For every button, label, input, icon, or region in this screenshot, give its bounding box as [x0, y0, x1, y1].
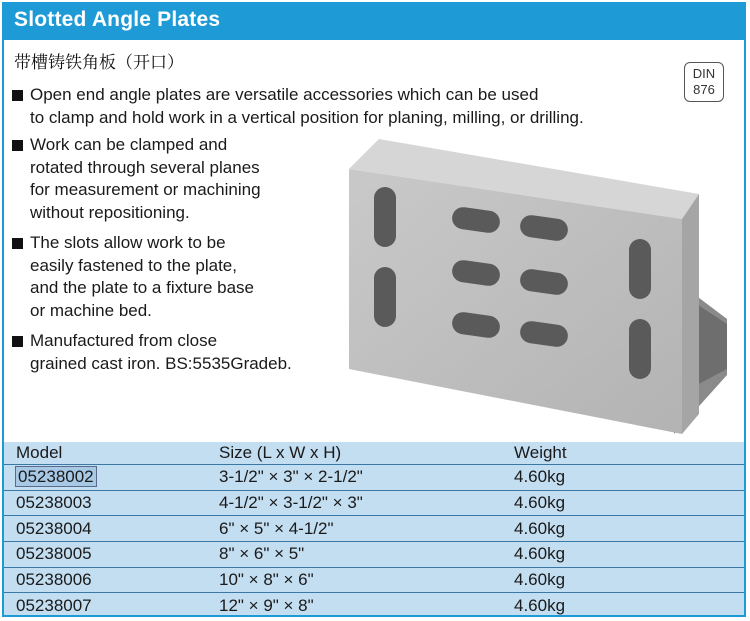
- model-cell: 05238004: [4, 516, 219, 542]
- product-card: [2, 2, 746, 617]
- feature-line: grained cast iron. BS:5535Gradeb.: [30, 353, 292, 373]
- angle-plate-image: [344, 139, 739, 434]
- model-cell: 05238006: [4, 567, 219, 593]
- page-title: Slotted Angle Plates: [14, 8, 221, 31]
- weight-cell: 4.60kg: [514, 542, 744, 568]
- din-badge-line2: 876: [693, 82, 715, 97]
- din-badge: [684, 62, 724, 102]
- weight-cell: 4.60kg: [514, 567, 744, 593]
- col-header-size: Size (L x W x H): [219, 442, 514, 465]
- size-cell: 10" × 8" × 6": [219, 567, 514, 593]
- col-header-weight: Weight: [514, 442, 744, 465]
- feature-line: or machine bed.: [30, 300, 152, 320]
- feature-line: for measurement or machining: [30, 180, 261, 199]
- plate-right-edge: [682, 194, 699, 434]
- table-row: [4, 516, 744, 542]
- table-header-row: [4, 442, 744, 465]
- feature-line: Open end angle plates are versatile accessories which can be used: [30, 85, 539, 104]
- weight-cell: 4.60kg: [514, 490, 744, 516]
- table-row: [4, 567, 744, 593]
- din-badge-line1: DIN: [692, 66, 716, 81]
- feature-item: [12, 84, 584, 129]
- model-cell: [4, 465, 219, 491]
- size-cell: 4-1/2" × 3-1/2" × 3": [219, 490, 514, 516]
- chinese-subtitle: 带槽铸铁角板（开口）: [14, 53, 184, 72]
- weight-cell: 4.60kg: [514, 593, 744, 617]
- weight-cell: 4.60kg: [514, 465, 744, 491]
- feature-line: to clamp and hold work in a vertical position for planing, milling, or drilling.: [30, 107, 584, 127]
- feature-item: [12, 232, 254, 322]
- size-cell: 12" × 9" × 8": [219, 593, 514, 617]
- feature-line: rotated through several planes: [30, 157, 260, 177]
- col-header-model: Model: [4, 442, 219, 465]
- feature-item: [12, 330, 292, 375]
- feature-line: without repositioning.: [30, 202, 190, 222]
- model-cell: 05238003: [4, 490, 219, 516]
- feature-item: [12, 134, 261, 224]
- weight-cell: 4.60kg: [514, 516, 744, 542]
- size-cell: 6" × 5" × 4-1/2": [219, 516, 514, 542]
- feature-line: Manufactured from close: [30, 331, 218, 350]
- feature-line: and the plate to a fixture base: [30, 278, 254, 297]
- table-row: [4, 465, 744, 491]
- size-cell: 3-1/2" × 3" × 2-1/2": [219, 465, 514, 491]
- size-cell: 8" × 6" × 5": [219, 542, 514, 568]
- spec-table-container: [4, 442, 744, 617]
- feature-line: Work can be clamped and: [30, 135, 228, 154]
- feature-line: easily fastened to the plate,: [30, 255, 237, 275]
- table-row: [4, 542, 744, 568]
- table-row: [4, 593, 744, 617]
- model-cell-selected: 05238002: [18, 467, 94, 487]
- feature-line: The slots allow work to be: [30, 233, 226, 252]
- model-cell: 05238007: [4, 593, 219, 617]
- spec-table: [4, 442, 744, 617]
- model-cell: 05238005: [4, 542, 219, 568]
- table-row: [4, 490, 744, 516]
- header-bar: [4, 4, 744, 40]
